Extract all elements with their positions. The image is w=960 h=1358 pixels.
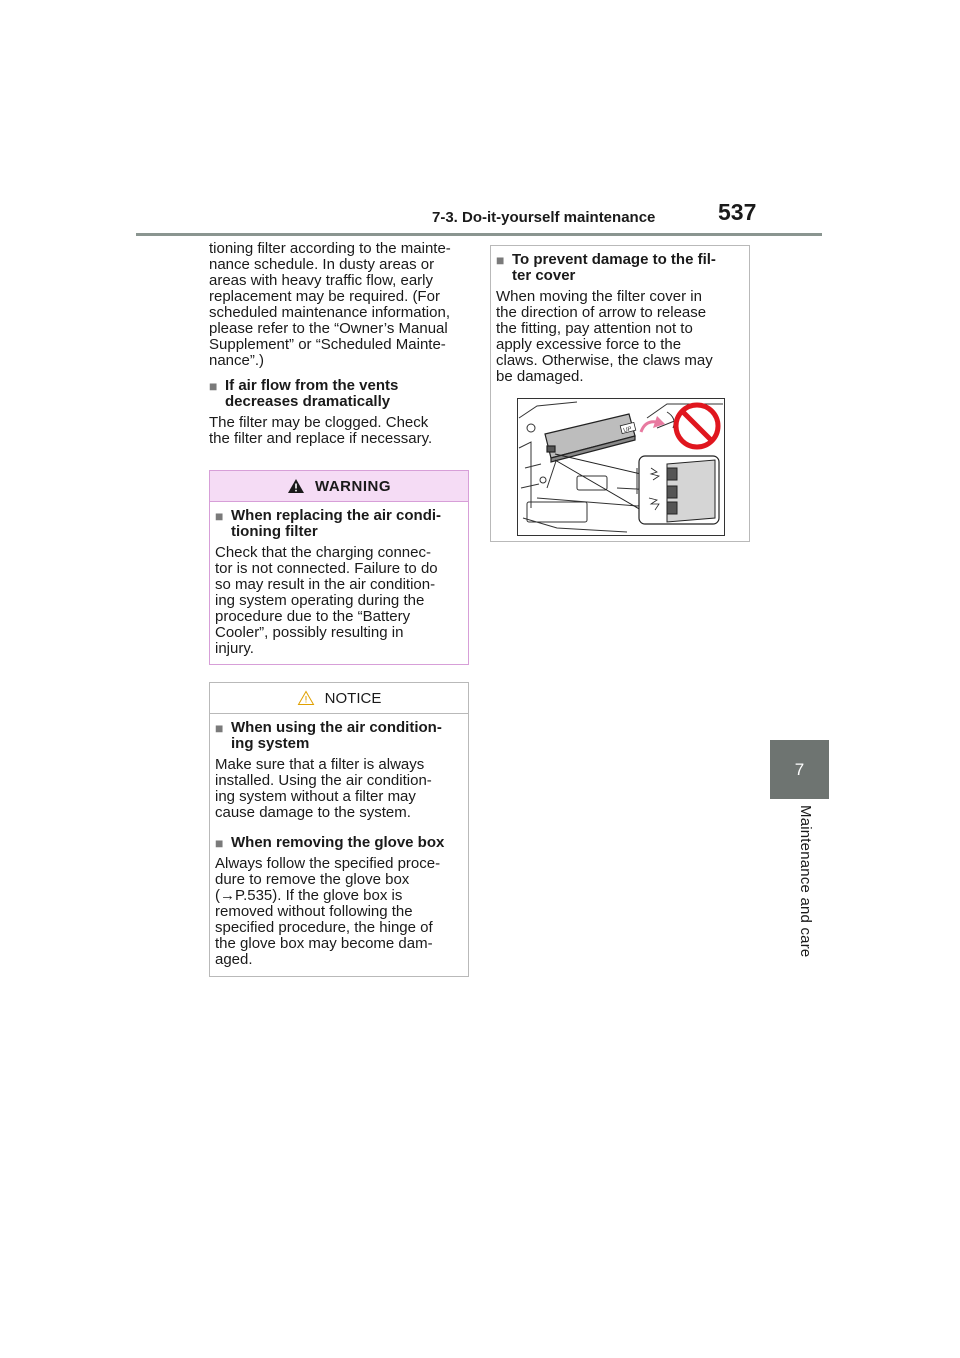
header-divider (136, 233, 822, 236)
notice-body (210, 714, 468, 968)
notice-label: NOTICE (324, 689, 382, 707)
chapter-number: 7 (794, 759, 805, 779)
filter-cover-heading (496, 252, 744, 284)
notice-text-1: Make sure that a filter is always installed. Using the air condition- ing system without a filter may cause damage to the system. (215, 756, 432, 821)
chapter-label: Maintenance and care (797, 805, 814, 958)
filter-cover-body (491, 246, 749, 385)
prohibition-icon (676, 405, 718, 447)
warning-header (210, 471, 468, 502)
warning-heading-text: When replacing the air condi- tioning filter (231, 507, 442, 540)
notice-text-2: Always follow the specified proce- dure to remove the glove box (→P.535). If the glove box is removed without following the specified procedure, the hinge of the glove box may become dam- aged. (215, 855, 441, 968)
notice-heading-2 (215, 835, 463, 851)
filter-cover-box (490, 245, 750, 542)
warning-text: Check that the charging connec- tor is not connected. Failure to do so may result in the air condition- ing system operating during the procedure due to the “Battery Cooler”, possibly resulting in injury. (215, 544, 438, 657)
bullet-square-icon: ■ (496, 252, 505, 268)
up-label: UP (622, 426, 633, 435)
bullet-square-icon: ■ (215, 508, 224, 524)
notice-heading-text-1: When using the air condition- ing system (231, 719, 442, 752)
section-title: 7-3. Do-it-yourself maintenance (432, 209, 656, 226)
bullet-square-icon: ■ (209, 378, 218, 394)
intro-paragraph: tioning filter according to the mainte- nance schedule. In dusty areas or areas with heavy traffic flow, early replacement may be required. (For scheduled maintenance information, please refer to the “Owner’s Manual Supplement” or “Scheduled Mainte- nance”.) (209, 240, 451, 369)
heading-text: If air flow from the vents decreases dramatically (225, 377, 399, 410)
bullet-square-icon: ■ (215, 835, 224, 851)
notice-header (210, 683, 468, 714)
left-column (209, 241, 471, 447)
notice-triangle-icon (297, 690, 315, 706)
warning-body (210, 502, 468, 657)
filter-cover-heading-text: To prevent damage to the fil- ter cover (512, 251, 716, 284)
warning-triangle-icon (287, 478, 305, 494)
section-heading (209, 378, 471, 410)
notice-box (209, 682, 469, 977)
body-paragraph: The filter may be clogged. Check the filter and replace if necessary. (209, 414, 433, 447)
chapter-tab[interactable] (770, 740, 829, 799)
filter-cover-illustration (517, 398, 725, 536)
filter-cover-text: When moving the filter cover in the direction of arrow to release the fitting, pay attention not to apply excessive force to the claws. Otherwise, the claws may be damaged. (496, 288, 713, 385)
warning-label: WARNING (315, 477, 391, 495)
page-number: 537 (718, 199, 757, 225)
warning-heading (215, 508, 463, 540)
bullet-square-icon: ■ (215, 720, 224, 736)
notice-heading-1 (215, 720, 463, 752)
notice-heading-text-2: When removing the glove box (231, 834, 445, 851)
warning-box (209, 470, 469, 665)
